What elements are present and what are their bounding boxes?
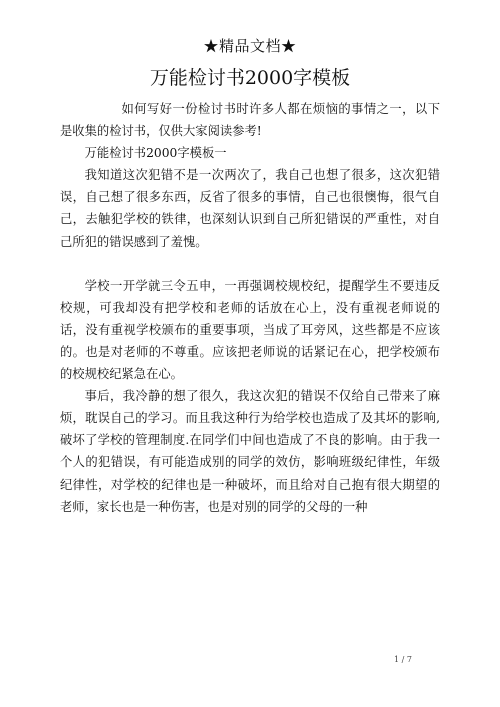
header-mark: ★精品文档★	[203, 37, 297, 55]
page-number: 1 / 7	[394, 655, 412, 664]
section-heading: 万能检讨书2000字模板一	[84, 146, 227, 161]
body-paragraph-2: 学校一开学就三令五申，一再强调校规校纪，提醒学生不要违反校规，可我却没有把学校和老师的话放在心上，没有重视老师说的话，没有重视学校颁布的重要事项，当成了耳旁风，这些都是不应该的。也是对老师的不尊重。应该把老师说的话紧记在心，把学校颁布的校规校纪紧急在心。	[60, 278, 440, 382]
intro-paragraph: 如何写好一份检讨书时许多人都在烦恼的事情之一，以下是收集的检讨书，仅供大家阅读参考!	[60, 102, 440, 139]
document-body	[60, 98, 440, 518]
body-paragraph-1: 我知道这次犯错不是一次两次了，我自己也想了很多，这次犯错误，自己想了很多东西，反省了很多的事情，自己也很懊悔，很气自己，去触犯学校的铁律，也深刻认识到自己所犯错误的严重性，对自己所犯的错误感到了羞愧。	[60, 168, 440, 249]
body-paragraph-3: 事后，我冷静的想了很久，我这次犯的错误不仅给自己带来了麻烦，耽误自己的学习。而且我这种行为给学校也造成了及其坏的影响,破坏了学校的管理制度.在同学们中间也造成了不良的影响。由于我一个人的犯错误，有可能造成别的同学的效仿，影响班级纪律性，年级纪律性，对学校的纪律也是一种破坏，而且给对自己抱有很大期望的老师，家长也是一种伤害，也是对别的同学的父母的一种	[60, 389, 440, 514]
document-title: 万能检讨书2000字模板	[149, 67, 351, 89]
